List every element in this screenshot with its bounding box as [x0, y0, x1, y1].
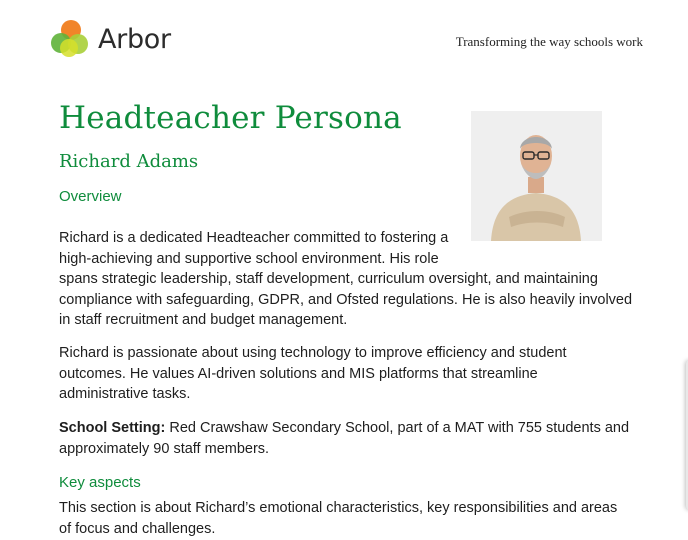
school-setting — [59, 418, 630, 459]
overview-paragraph-1 — [59, 228, 633, 331]
key-aspects-paragraph — [59, 498, 619, 539]
text-line: spans strategic leadership, staff development, curriculum oversight, and maintaining — [59, 271, 598, 287]
person-portrait-icon — [471, 111, 602, 241]
text-line: of focus and challenges. — [59, 520, 216, 537]
school-setting-label: School Setting: — [59, 420, 166, 436]
page-title: Headteacher Persona — [59, 100, 402, 136]
overview-heading: Overview — [59, 188, 122, 205]
text-line: Richard is passionate about using technology to improve efficiency and student — [59, 345, 567, 361]
text-line: compliance with safeguarding, GDPR, and Ofsted regulations. He is also heavily involved — [59, 291, 633, 308]
text-line: approximately 90 staff members. — [59, 440, 270, 457]
text-line: Richard is a dedicated Headteacher committed to fostering a — [59, 230, 449, 246]
text-line — [59, 418, 630, 439]
text-line: in staff recruitment and budget management. — [59, 312, 348, 328]
key-aspects-heading: Key aspects — [59, 474, 141, 491]
arbor-logo-icon — [50, 18, 92, 60]
text-line: outcomes. He values AI-driven solutions and MIS platforms that streamline — [59, 365, 538, 382]
tagline: Transforming the way schools work — [455, 34, 643, 49]
text-line: This section is about Richard’s emotional characteristics, key responsibilities and areas — [59, 500, 618, 516]
overview-paragraph-2 — [59, 343, 619, 405]
text-line: high-achieving and supportive school environment. His role — [59, 250, 439, 267]
text-line: administrative tasks. — [59, 386, 191, 402]
persona-name: Richard Adams — [59, 151, 199, 172]
arbor-logo[interactable] — [50, 18, 171, 60]
brand-name: Arbor — [98, 23, 171, 55]
school-setting-value: Red Crawshaw Secondary School, part of a MAT with 755 students and — [165, 420, 630, 436]
persona-photo — [471, 111, 602, 241]
